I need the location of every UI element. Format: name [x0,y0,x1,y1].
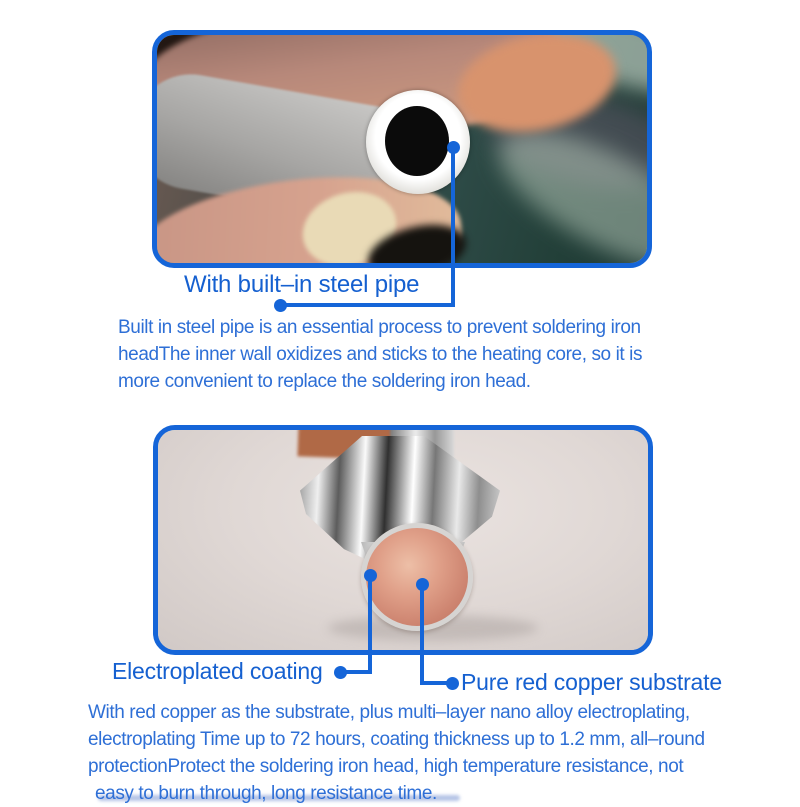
steel-pipe-caption: With built–in steel pipe [184,271,420,298]
description-line: easy to burn through, long resistance time. [95,783,437,804]
description-line: Built in steel pipe is an essential process to prevent soldering iron [118,317,641,338]
callout-dot-label-steel [274,299,287,312]
copper-description [88,699,705,807]
callout-dot-on-pipe [447,141,460,154]
callout-vline-steel [451,147,455,307]
description-line: more convenient to replace the soldering iron head. [118,371,531,392]
substrate-label: Pure red copper substrate [461,669,722,695]
copper-tip-photo [153,425,653,655]
callout-dot-on-substrate [416,578,429,591]
callout-dot-label-substrate [446,677,459,690]
callout-dot-label-coating [334,666,347,679]
callout-vline-coating [368,575,372,674]
callout-dot-on-coating [364,569,377,582]
description-line: protectionProtect the soldering iron head, high temperature resistance, not [88,756,684,777]
description-line: With red copper as the substrate, plus multi–layer nano alloy electroplating, [88,702,690,723]
copper-tip-face [361,523,473,631]
callout-vline-substrate [420,584,424,685]
steel-pipe-photo [152,30,652,268]
coating-label: Electroplated coating [112,658,323,684]
description-line: electroplating Time up to 72 hours, coating thickness up to 1.2 mm, all–round [88,729,705,750]
callout-hline-steel [280,303,455,307]
steel-pipe-bore [385,106,449,176]
description-line: headThe inner wall oxidizes and sticks to the heating core, so it is [118,344,643,365]
steel-pipe-description [118,314,642,395]
